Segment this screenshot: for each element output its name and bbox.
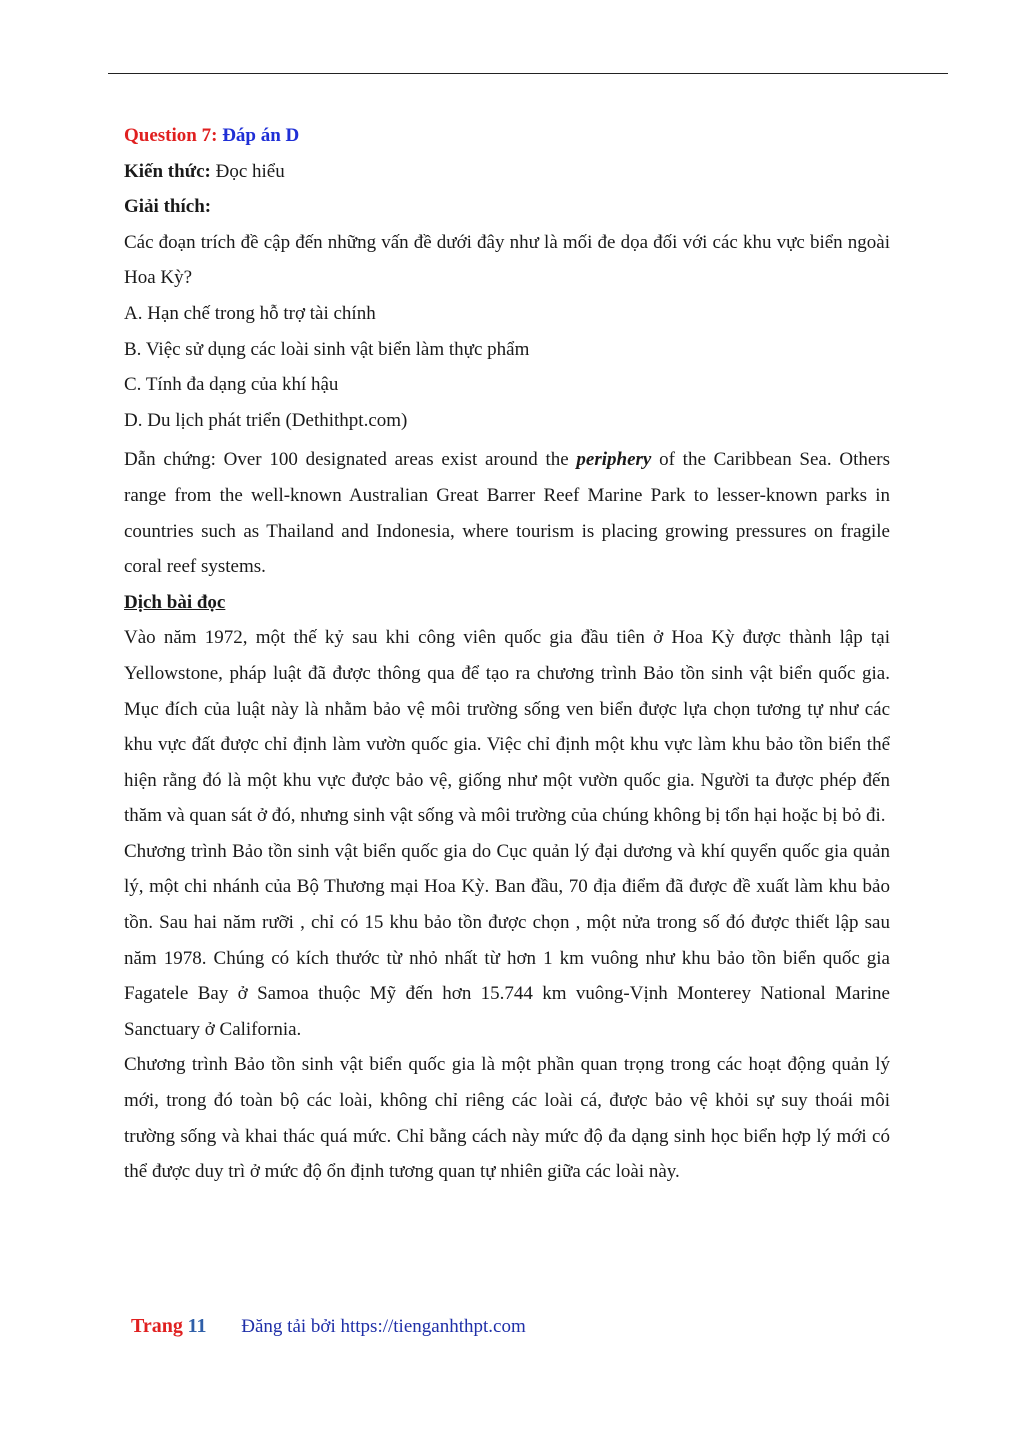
page-footer: [131, 1315, 526, 1338]
explanation-label: Giải thích:: [124, 196, 212, 218]
question-label: Question 7:: [124, 125, 218, 146]
translation-paragraph-1: Vào năm 1972, một thế kỷ sau khi công viên quốc gia đầu tiên ở Hoa Kỳ được thành lập tại Yellowstone, pháp luật đã được thông qua để tạo ra chương trình Bảo tồn sinh vật biển quốc gia. Mục đích của luật này là nhằm bảo vệ môi trường sống ven biển được lựa chọn tương tự như các khu vực đất được chỉ định làm vườn quốc gia. Việc chỉ định một khu vực làm khu bảo tồn biển thể hiện rằng đó là một khu vực được bảo vệ, giống như một vườn quốc gia. Người ta được phép đến thăm và quan sát ở đó, nhưng sinh vật sống và môi trường của chúng không bị tổn hại hoặc bị bỏ đi.: [124, 627, 890, 827]
option-c: C. Tính đa dạng của khí hậu: [124, 374, 339, 396]
answer-label: Đáp án D: [222, 125, 300, 146]
evidence-emphasis: periphery: [576, 449, 652, 471]
source-note: (Dethithpt.com): [285, 409, 408, 431]
evidence-paragraph: [124, 442, 890, 584]
question-heading: [124, 118, 890, 154]
knowledge-value: Đọc hiểu: [215, 160, 285, 182]
option-d: D. Du lịch phát triển: [124, 409, 281, 431]
knowledge-line: [124, 154, 890, 190]
header-rule: [108, 73, 948, 74]
option-a: A. Hạn chế trong hỗ trợ tài chính: [124, 302, 376, 324]
uploader-text: Đăng tải bởi https://tienganhthpt.com: [241, 1316, 526, 1337]
translation-paragraph-3: Chương trình Bảo tồn sinh vật biển quốc gia là một phần quan trọng trong các hoạt động quản lý mới, trong đó toàn bộ các loài, không chỉ riêng các loài cá, được bảo vệ khỏi sự suy thoái môi trường sống và khai thác quá mức. Chỉ bằng cách này mức độ đa dạng sinh học biển hợp lý mới có thể được duy trì ở mức độ ổn định tương quan tự nhiên giữa các loài này.: [124, 1054, 890, 1183]
knowledge-label: Kiến thức:: [124, 160, 211, 182]
question-text: Các đoạn trích đề cập đến những vấn đề dưới đây như là mối đe dọa đối với các khu vực biển ngoài Hoa Kỳ?: [124, 231, 890, 289]
option-b: B. Việc sử dụng các loài sinh vật biển làm thực phẩm: [124, 338, 530, 360]
page-label: Trang: [131, 1315, 183, 1337]
option-d-line: [124, 403, 890, 439]
translation-paragraph-2: Chương trình Bảo tồn sinh vật biển quốc gia do Cục quản lý đại dương và khí quyển quốc gia quản lý, một chi nhánh của Bộ Thương mại Hoa Kỳ. Ban đầu, 70 địa điểm đã được đề xuất làm khu bảo tồn. Sau hai năm rưỡi , chỉ có 15 khu bảo tồn được chọn , một nửa trong số đó được thiết lập sau năm 1978. Chúng có kích thước từ nhỏ nhất từ hơn 1 km vuông như khu bảo tồn biển quốc gia Fagatele Bay ở Samoa thuộc Mỹ đến hơn 15.744 km vuông-Vịnh Monterey National Marine Sanctuary ở California.: [124, 840, 890, 1040]
evidence-before: Dẫn chứng: Over 100 designated areas exist around the: [124, 449, 569, 471]
translation-heading: Dịch bài đọc: [124, 591, 226, 613]
document-body: [124, 118, 890, 1190]
page-number: 11: [187, 1315, 207, 1337]
evidence-after: of the Caribbean Sea. Others range from the well-known Australian Great Barrer Reef Marine Park to lesser-known parks in countries such as Thailand and Indonesia, where tourism is placing growing pressures on fragile coral reef systems.: [124, 449, 891, 578]
